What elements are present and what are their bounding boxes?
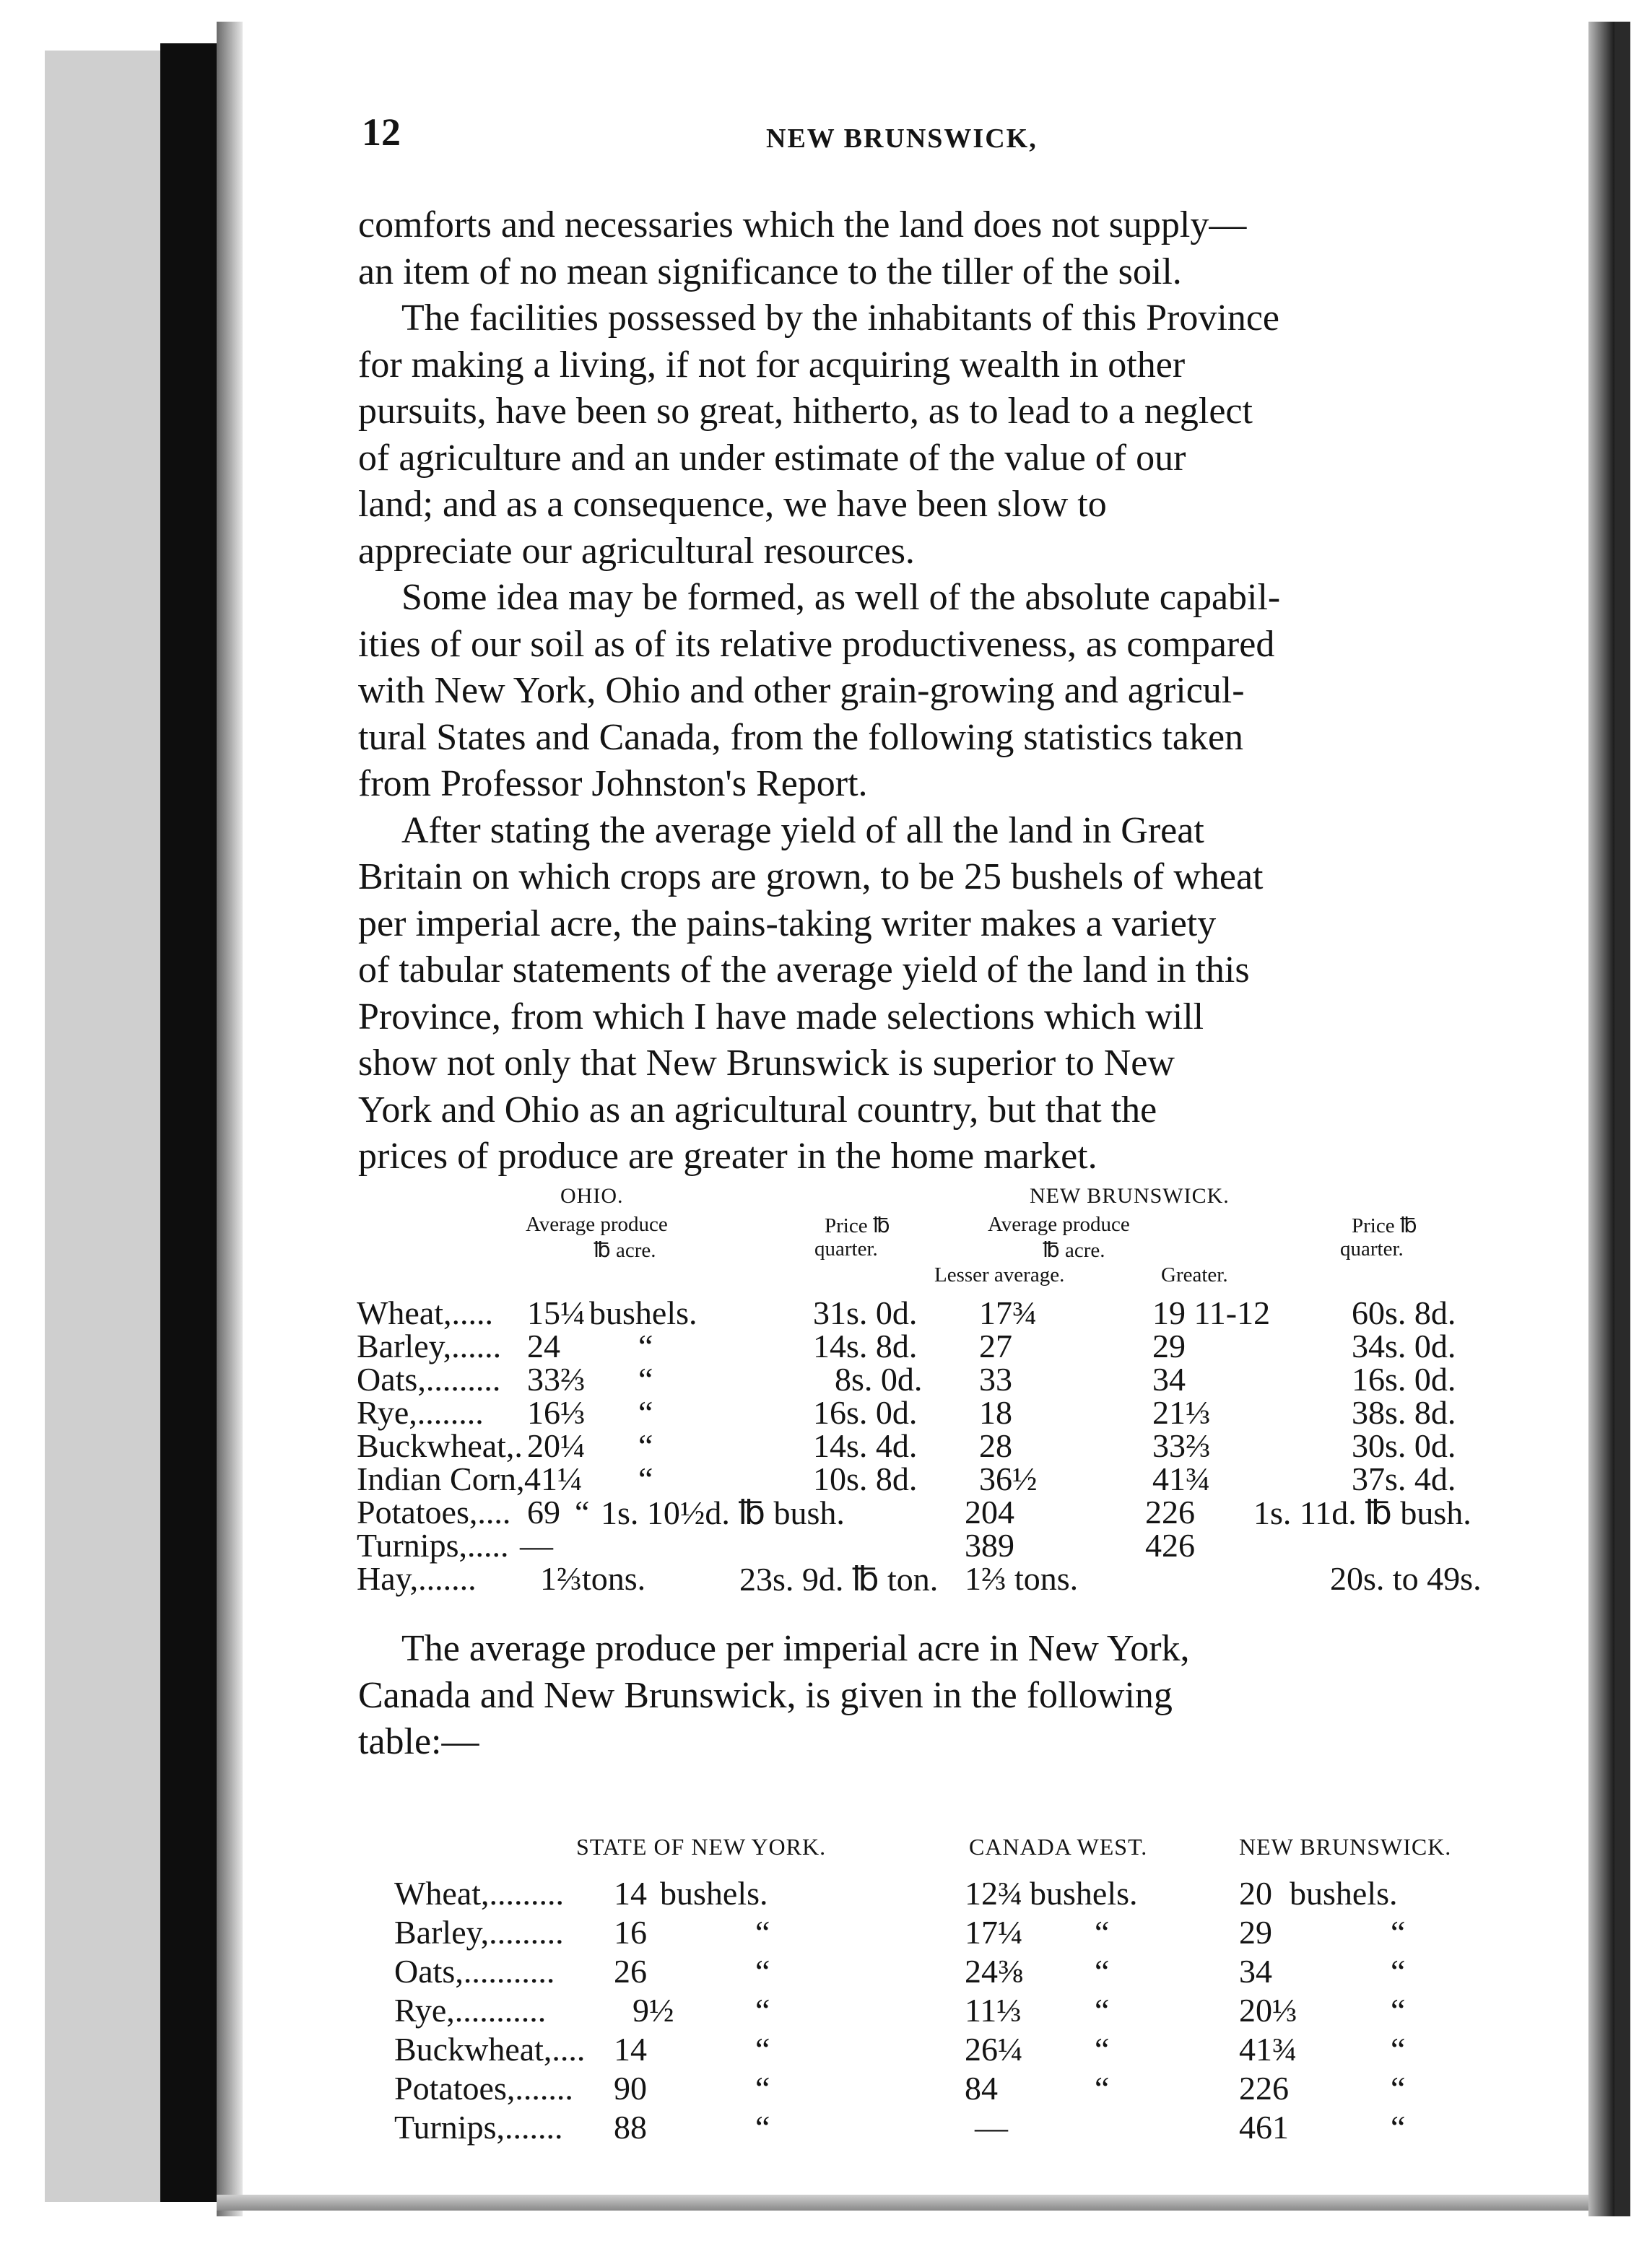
page-number: 12: [362, 110, 401, 154]
ohio-price: 10s. 8d.: [813, 1460, 918, 1497]
header-average-produce-nb: Average produce: [988, 1213, 1130, 1236]
cw-yield: 26¼: [965, 2031, 1023, 2068]
ohio-price: 16s. 0d.: [813, 1394, 918, 1431]
cw-yield: 12¾: [965, 1875, 1023, 1912]
cw-unit: “: [1095, 2070, 1110, 2107]
cw-unit: “: [1095, 2031, 1110, 2068]
header-lesser-average: Lesser average.: [934, 1263, 1065, 1286]
paragraph-4: [358, 808, 1542, 1180]
ny-unit: “: [755, 1953, 770, 1990]
column-header-canada-west: CANADA WEST.: [969, 1834, 1148, 1860]
ny-unit: “: [755, 2070, 770, 2107]
text-line: York and Ohio as an agricultural country, but that the: [358, 1089, 1157, 1131]
cw-unit: “: [1095, 1953, 1110, 1990]
table-row: [243, 1427, 1588, 1464]
ohio-price: 14s. 8d.: [813, 1328, 918, 1364]
text-line: Some idea may be formed, as well of the absolute capabil-: [401, 577, 1281, 618]
ohio-yield: 41¼: [524, 1460, 583, 1497]
ohio-unit: “: [638, 1427, 653, 1464]
table-row: [243, 1991, 1588, 2030]
nb-unit: “: [1391, 1953, 1406, 1990]
crop-name: Potatoes,....: [357, 1494, 511, 1531]
text-line: The average produce per imperial acre in New York,: [401, 1628, 1190, 1669]
ohio-unit: tons.: [582, 1560, 646, 1597]
nb-greater: 29: [1152, 1328, 1186, 1364]
cw-unit: “: [1095, 1992, 1110, 2029]
cw-unit: “: [1095, 1914, 1110, 1951]
text-line: ities of our soil as of its relative productiveness, as compared: [358, 623, 1275, 665]
ny-unit: “: [755, 2109, 770, 2146]
ohio-unit: bushels.: [589, 1294, 697, 1331]
text-line: for making a living, if not for acquiring wealth in other: [358, 344, 1186, 386]
crop-name: Oats,.........: [357, 1361, 501, 1398]
book-page: [243, 22, 1588, 2195]
ny-unit: bushels.: [660, 1875, 768, 1912]
ny-yield: 14: [614, 1875, 647, 1912]
nb-price: 37s. 4d.: [1352, 1460, 1456, 1497]
nb-greater: 21⅓: [1152, 1394, 1211, 1431]
ohio-yield: 33⅔: [527, 1361, 586, 1398]
header-average-produce: Average produce: [526, 1213, 668, 1236]
table-row: [243, 1393, 1588, 1431]
ohio-unit: “: [638, 1460, 653, 1497]
header-quarter: quarter.: [814, 1237, 878, 1261]
text-line: pursuits, have been so great, hitherto, as to lead to a neglect: [358, 391, 1253, 432]
ohio-yield: 1⅔: [540, 1560, 582, 1597]
text-line: table:—: [358, 1721, 479, 1762]
crop-name: Rye,...........: [394, 1992, 547, 2029]
table-row: [243, 1360, 1588, 1398]
nb-greater: 34: [1152, 1361, 1186, 1398]
cw-yield: 17¼: [965, 1914, 1023, 1951]
nb-greater: 19 11-12: [1152, 1294, 1271, 1331]
header-price-nb: Price ℔: [1352, 1214, 1417, 1237]
ohio-unit: “: [638, 1361, 653, 1398]
paragraph-between-tables: [358, 1626, 1542, 1766]
nb-greater: 426: [1145, 1527, 1195, 1564]
ohio-yield: 15¼: [527, 1294, 586, 1331]
paragraph-1: [358, 202, 1542, 295]
nb-lesser: 27: [979, 1328, 1012, 1364]
header-price: Price ℔: [825, 1214, 890, 1237]
ny-yield: 26: [614, 1953, 647, 1990]
text-line: Britain on which crops are grown, to be 25 bushels of wheat: [358, 856, 1264, 897]
column-header-new-brunswick: NEW BRUNSWICK.: [1239, 1834, 1452, 1860]
table-row: [243, 1952, 1588, 1991]
header-quarter-nb: quarter.: [1340, 1237, 1404, 1261]
header-per-acre: ℔ acre.: [594, 1239, 656, 1262]
table-row: [243, 1460, 1588, 1497]
nb-greater: 33⅔: [1152, 1427, 1211, 1464]
text-line: per imperial acre, the pains-taking writer makes a variety: [358, 902, 1217, 944]
crop-name: Turnips,.......: [394, 2109, 563, 2146]
crop-name: Indian Corn,: [357, 1460, 525, 1497]
paragraph-5: [358, 1626, 1542, 1766]
crop-name: Barley,......: [357, 1328, 502, 1364]
nb-unit: “: [1391, 2109, 1406, 2146]
crop-name: Potatoes,.......: [394, 2070, 573, 2107]
nb-price: 34s. 0d.: [1352, 1328, 1456, 1364]
nb-price: 30s. 0d.: [1352, 1427, 1456, 1464]
body-text: [358, 202, 1542, 1180]
ohio-unit: “: [638, 1328, 653, 1364]
table-row: [243, 1526, 1588, 1564]
crop-name: Wheat,.........: [394, 1875, 565, 1912]
ny-unit: “: [755, 2031, 770, 2068]
text-line: prices of produce are greater in the home market.: [358, 1136, 1097, 1177]
header-per-acre-nb: ℔ acre.: [1043, 1239, 1105, 1262]
nb-lesser: 17¾: [979, 1294, 1038, 1331]
nb-yield: 226: [1239, 2070, 1289, 2107]
crop-name: Turnips,.....: [357, 1527, 509, 1564]
paragraph-3: [358, 575, 1542, 808]
ny-yield: 16: [614, 1914, 647, 1951]
text-line: Canada and New Brunswick, is given in the following: [358, 1674, 1173, 1716]
page-left-edge: [217, 22, 243, 2216]
nb-lesser: 18: [979, 1394, 1012, 1431]
nb-unit: “: [1391, 2031, 1406, 2068]
table-row: [243, 1493, 1588, 1531]
nb-yield: 20: [1239, 1875, 1272, 1912]
ny-unit: “: [755, 1992, 770, 2029]
crop-name: Hay,.......: [357, 1560, 477, 1597]
text-line: of tabular statements of the average yield of the land in this: [358, 949, 1250, 991]
ohio-yield: —: [520, 1527, 553, 1564]
ohio-price: 31s. 0d.: [813, 1294, 918, 1331]
table-row: [243, 1913, 1588, 1952]
ohio-yield: 16⅓: [527, 1394, 586, 1431]
running-head: NEW BRUNSWICK,: [766, 123, 1038, 154]
nb-greater: 226: [1145, 1494, 1195, 1531]
text-line: comforts and necessaries which the land does not supply—: [358, 204, 1247, 245]
nb-unit: “: [1391, 1992, 1406, 2029]
nb-yield: 29: [1239, 1914, 1272, 1951]
text-line: After stating the average yield of all the land in Great: [401, 809, 1204, 851]
cw-yield: 11⅓: [965, 1992, 1022, 2029]
ohio-price: 14s. 4d.: [813, 1427, 918, 1464]
page-right-binding: [1588, 22, 1614, 2216]
nb-yield: 20⅓: [1239, 1992, 1297, 2029]
nb-lesser: 33: [979, 1361, 1012, 1398]
column-group-ohio: OHIO.: [560, 1184, 624, 1208]
ohio-price: 23s. 9d. ℔ ton.: [739, 1561, 939, 1598]
table-row: [243, 1327, 1588, 1364]
text-line: Province, from which I have made selections which will: [358, 996, 1204, 1037]
ohio-yield: 69: [527, 1494, 560, 1531]
table-row: [243, 2030, 1588, 2069]
text-line: with New York, Ohio and other grain-growing and agricul-: [358, 670, 1245, 711]
ny-yield: 14: [614, 2031, 647, 2068]
nb-lesser: 389: [965, 1527, 1014, 1564]
ohio-yield: 24: [527, 1328, 560, 1364]
ny-yield: 88: [614, 2109, 647, 2146]
table-row: [243, 2069, 1588, 2108]
column-group-new-brunswick: NEW BRUNSWICK.: [1030, 1184, 1230, 1208]
table-row: [243, 1294, 1588, 1331]
nb-price: 38s. 8d.: [1352, 1394, 1456, 1431]
crop-name: Oats,...........: [394, 1953, 555, 1990]
nb-price: 16s. 0d.: [1352, 1361, 1456, 1398]
ny-yield: 90: [614, 2070, 647, 2107]
text-line: land; and as a consequence, we have been slow to: [358, 484, 1107, 525]
cw-yield: 84: [965, 2070, 998, 2107]
table-row: [243, 1559, 1588, 1598]
nb-unit: bushels.: [1290, 1875, 1398, 1912]
text-line: of agriculture and an under estimate of the value of our: [358, 437, 1186, 479]
nb-yield: 41¾: [1239, 2031, 1297, 2068]
page-right-binding-dark: [1614, 22, 1630, 2216]
nb-price: 1s. 11d. ℔ bush.: [1253, 1494, 1471, 1531]
nb-unit: “: [1391, 1914, 1406, 1951]
column-header-new-york: STATE OF NEW YORK.: [576, 1834, 827, 1860]
ohio-yield: 20¼: [527, 1427, 586, 1464]
nb-unit: “: [1391, 2070, 1406, 2107]
crop-name: Barley,.........: [394, 1914, 564, 1951]
ohio-price: 8s. 0d.: [835, 1361, 923, 1398]
table-row: [243, 2108, 1588, 2147]
cw-yield: 24⅜: [965, 1953, 1023, 1990]
nb-price: 60s. 8d.: [1352, 1294, 1456, 1331]
text-line: The facilities possessed by the inhabitants of this Province: [401, 297, 1279, 339]
text-line: from Professor Johnston's Report.: [358, 763, 868, 804]
nb-lesser: 1⅔ tons.: [965, 1560, 1079, 1597]
crop-name: Buckwheat,....: [394, 2031, 586, 2068]
text-line: appreciate our agricultural resources.: [358, 530, 915, 572]
nb-lesser: 204: [965, 1494, 1014, 1531]
ohio-unit: “: [575, 1494, 590, 1531]
nb-lesser: 28: [979, 1427, 1012, 1464]
cw-yield: —: [975, 2109, 1008, 2146]
text-line: an item of no mean significance to the tiller of the soil.: [358, 251, 1182, 292]
ohio-price: 1s. 10½d. ℔ bush.: [601, 1494, 845, 1531]
text-line: show not only that New Brunswick is superior to New: [358, 1042, 1175, 1084]
crop-name: Rye,........: [357, 1394, 484, 1431]
ny-yield: 9½: [632, 1992, 674, 2029]
page-header: [362, 110, 1517, 167]
cw-unit: bushels.: [1030, 1875, 1138, 1912]
nb-lesser: 36½: [979, 1460, 1038, 1497]
ny-unit: “: [755, 1914, 770, 1951]
nb-price: 20s. to 49s.: [1330, 1560, 1482, 1597]
paragraph-2: [358, 295, 1542, 575]
text-line: tural States and Canada, from the following statistics taken: [358, 716, 1244, 758]
ohio-unit: “: [638, 1394, 653, 1431]
ny-canada-nb-table: [243, 1834, 1588, 2224]
nb-yield: 461: [1239, 2109, 1289, 2146]
nb-greater: 41¾: [1152, 1460, 1211, 1497]
header-greater: Greater.: [1161, 1263, 1228, 1286]
scan-gutter-black: [160, 43, 217, 2202]
crop-name: Wheat,.....: [357, 1294, 494, 1331]
nb-yield: 34: [1239, 1953, 1272, 1990]
crop-name: Buckwheat,.: [357, 1427, 523, 1464]
table-row: [243, 1874, 1588, 1913]
